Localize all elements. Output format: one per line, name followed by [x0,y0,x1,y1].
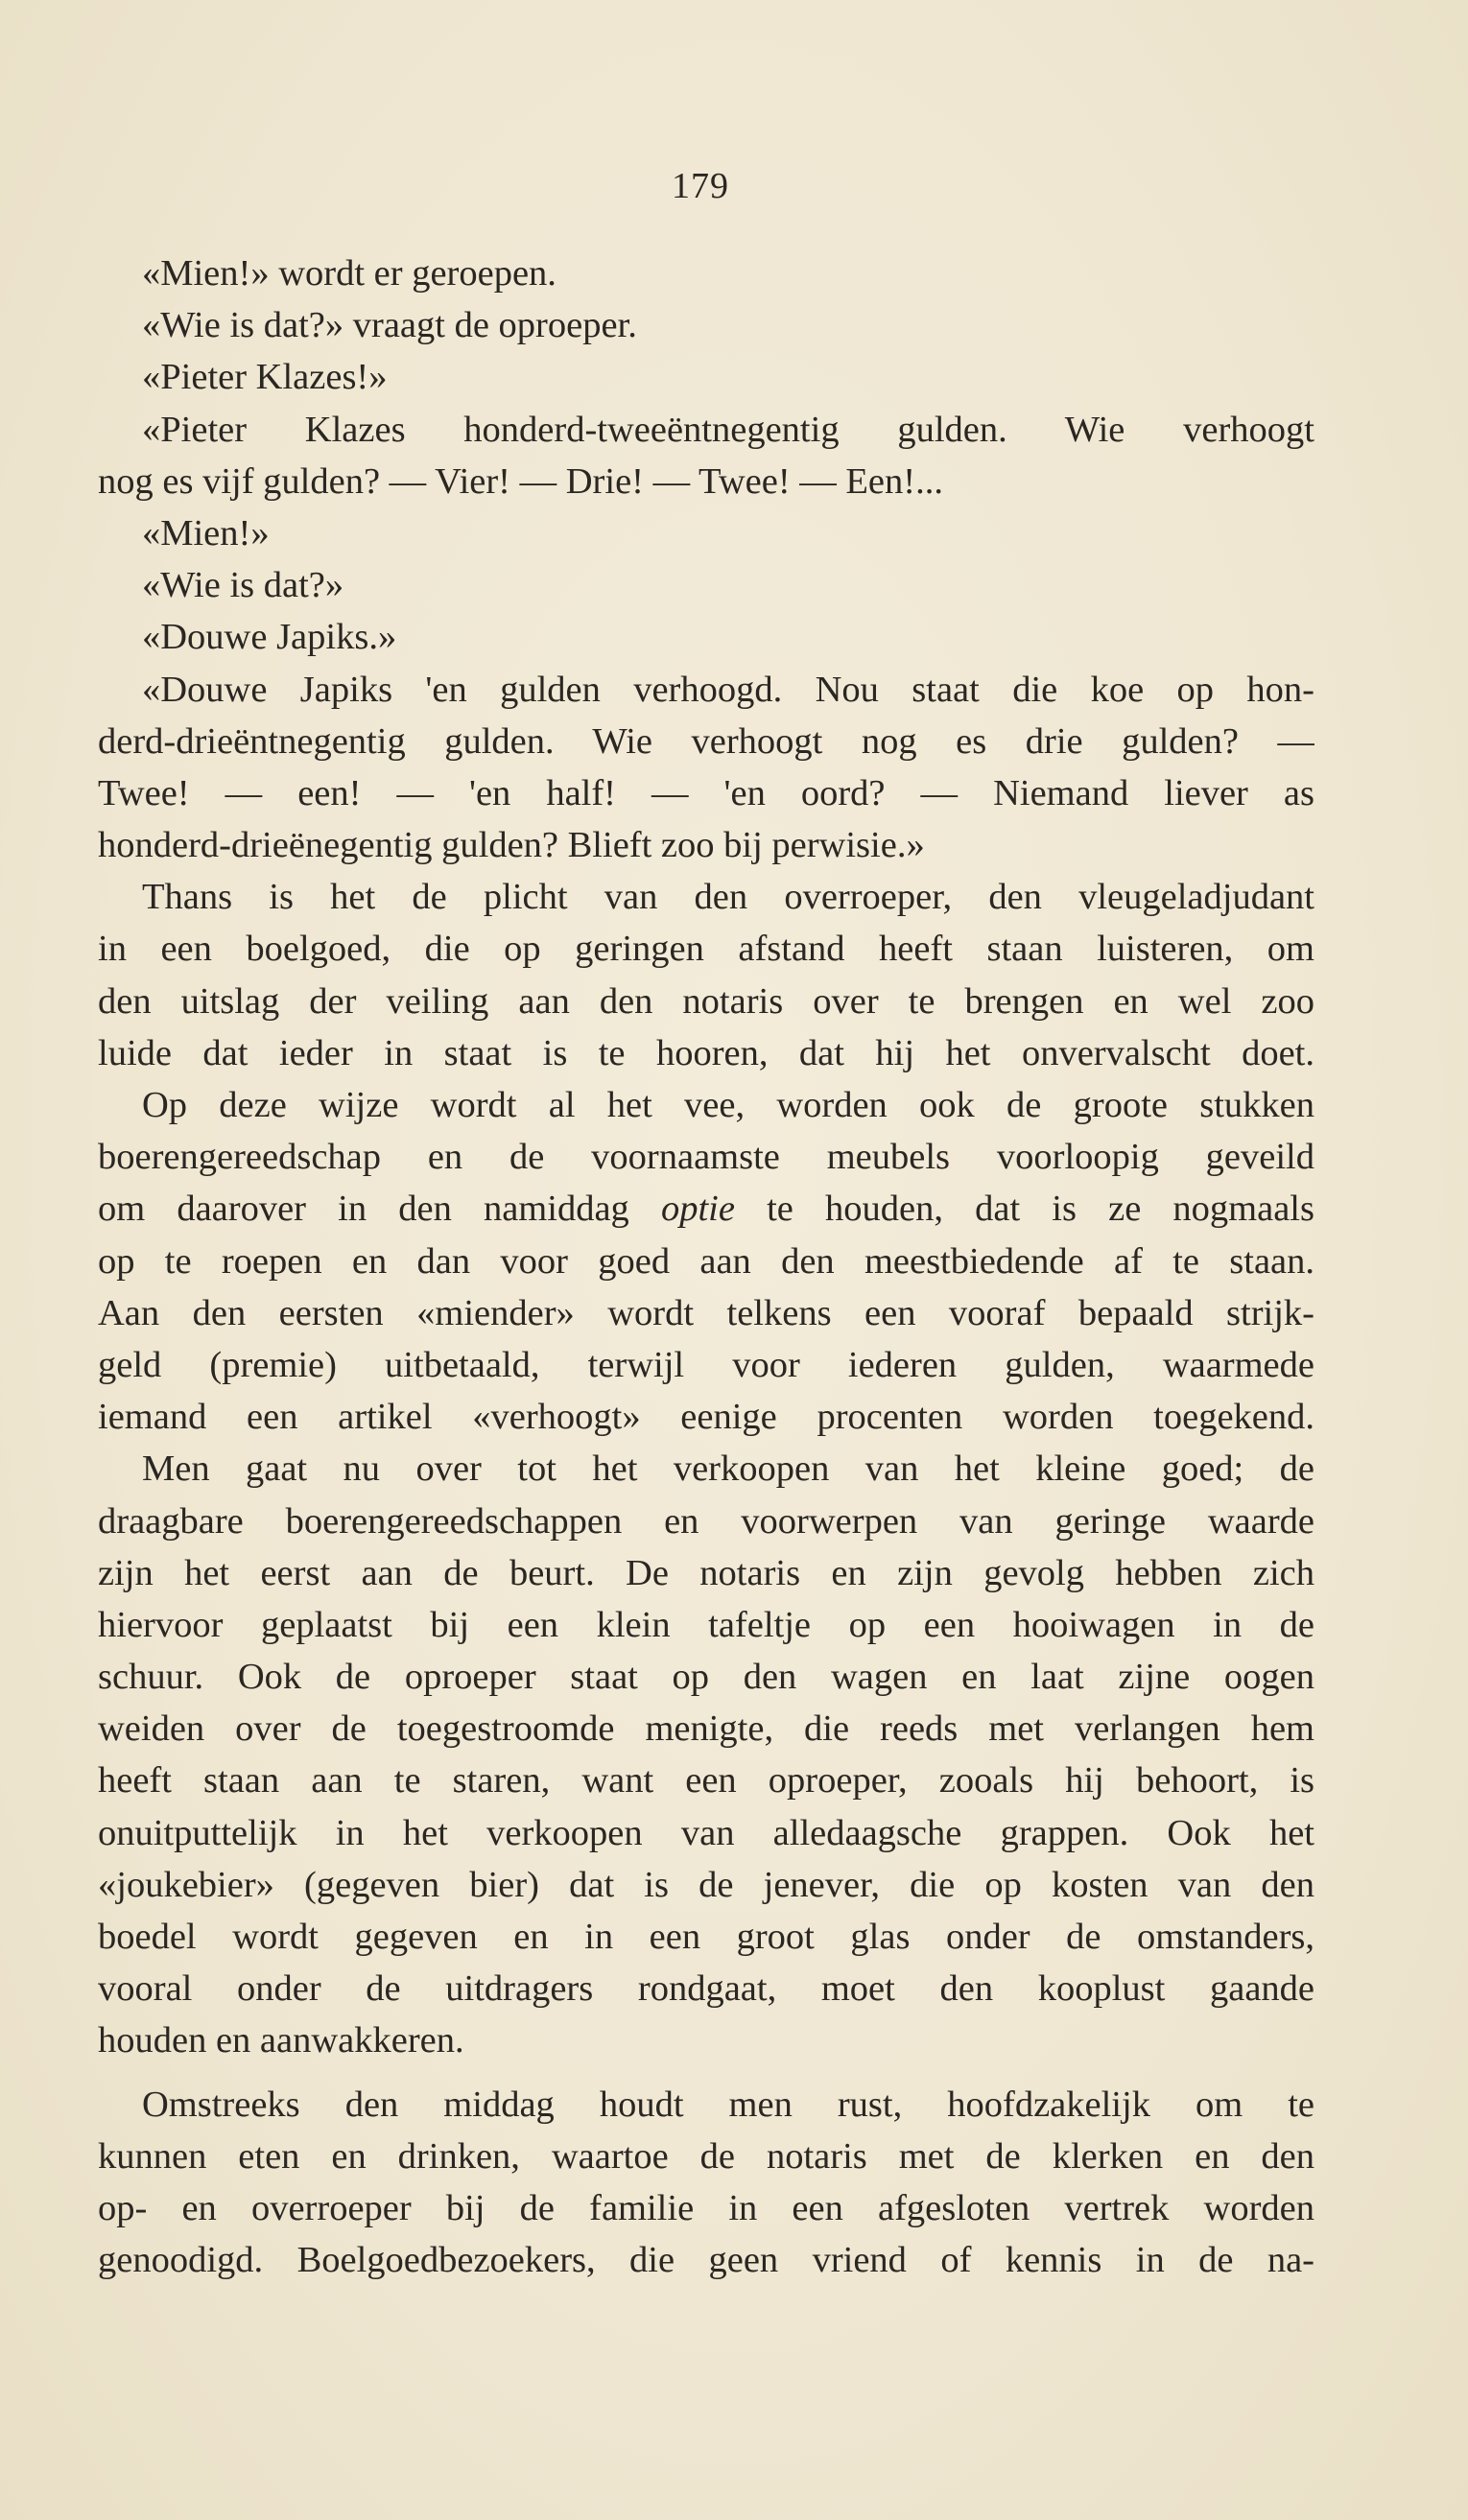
text-run: te houden, dat is ze nogmaals [734,1189,1314,1230]
text-line: boedel wordt gegeven en in een groot glas onder de omstanders, [98,1917,1314,1957]
text-line: schuur. Ook de oproeper staat op den wagen en laat zijne oogen [98,1657,1314,1698]
text-line: onuitputtelijk in het verkoopen van alledaagsche grappen. Ook het [98,1812,1314,1853]
text-line: hiervoor geplaatst bij een klein tafeltje op een hooiwagen in de [98,1604,1314,1645]
text-line: «Douwe Japiks 'en gulden verhoogd. Nou staat die koe op hon- [142,669,1314,710]
text-line: Aan den eersten «miender» wordt telkens een vooraf bepaald strijk- [98,1292,1314,1333]
text-line: heeft staan aan te staren, want een oproeper, zooals hij behoort, is [98,1760,1314,1802]
text-line: genoodigd. Boelgoedbezoekers, die geen vriend of kennis in de na- [98,2240,1314,2281]
text-line: nog es vijf gulden? — Vier! — Drie! — Twee! — Een!... [98,460,943,502]
text-line: Omstreeks den middag houdt men rust, hoofdzakelijk om te [142,2084,1314,2125]
text-line: Op deze wijze wordt al het vee, worden ook de groote stukken [142,1085,1314,1125]
italic-term: optie [660,1189,735,1230]
text-line: luide dat ieder in staat is te hooren, dat hij het onvervalscht doet. [98,1032,1314,1073]
paragraph-gap [98,2067,1314,2079]
text-line: iemand een artikel «verhoogt» eenige procenten worden toegekend. [98,1397,1314,1438]
text-line: zijn het eerst aan de beurt. De notaris en zijn gevolg hebben zich [98,1552,1314,1593]
text-line: geld (premie) uitbetaald, terwijl voor iederen gulden, waarmede [98,1344,1314,1385]
text-line: «Mien!» wordt er geroepen. [142,253,556,294]
text-line: weiden over de toegestroomde menigte, die reeds met verlangen hem [98,1708,1314,1750]
text-run: om daarover in den namiddag [98,1189,661,1230]
text-line: honderd-drieënegentig gulden? Blieft zoo bij perwisie.» [98,825,925,866]
text-line: vooral onder de uitdragers rondgaat, moet den kooplust gaande [98,1968,1314,2010]
text-line: draagbare boerengereedschappen en voorwerpen van geringe waarde [98,1500,1314,1542]
text-line: «Pieter Klazes honderd-tweeëntnegentig gulden. Wie verhoogt [142,409,1314,450]
text-line: boerengereedschap en de voornaamste meubels voorloopig geveild [98,1137,1314,1178]
text-line: Thans is het de plicht van den overroeper, den vleugeladjudant [142,877,1314,918]
text-line: kunnen eten en drinken, waartoe de notaris met de klerken en den [98,2135,1314,2177]
text-line: op- en overroeper bij de familie in een afgesloten vertrek worden [98,2187,1314,2228]
text-line [98,1183,1314,1235]
text-line: derd-drieëntnegentig gulden. Wie verhoogt nog es drie gulden? — [98,720,1314,762]
page-number: 179 [672,166,729,206]
text-line: Men gaat nu over tot het verkoopen van het kleine goed; de [142,1448,1314,1490]
text-line: op te roepen en dan voor goed aan den meestbiedende af te staan. [98,1240,1314,1282]
text-line: Twee! — een! — 'en half! — 'en oord? — Niemand liever as [98,772,1314,813]
body-text [98,247,1314,2286]
text-line: «joukebier» (gegeven bier) dat is de jenever, die op kosten van den [98,1864,1314,1905]
text-line: «Douwe Japiks.» [142,617,397,658]
text-line: «Wie is dat?» vraagt de oproeper. [142,305,637,346]
text-line: «Mien!» [142,512,270,553]
text-line: in een boelgoed, die op geringen afstand heeft staan luisteren, om [98,929,1314,970]
text-line: den uitslag der veiling aan den notaris over te brengen en wel zoo [98,980,1314,1022]
text-line: «Pieter Klazes!» [142,357,388,398]
text-line: houden en aanwakkeren. [98,2020,464,2061]
text-line: «Wie is dat?» [142,565,344,606]
